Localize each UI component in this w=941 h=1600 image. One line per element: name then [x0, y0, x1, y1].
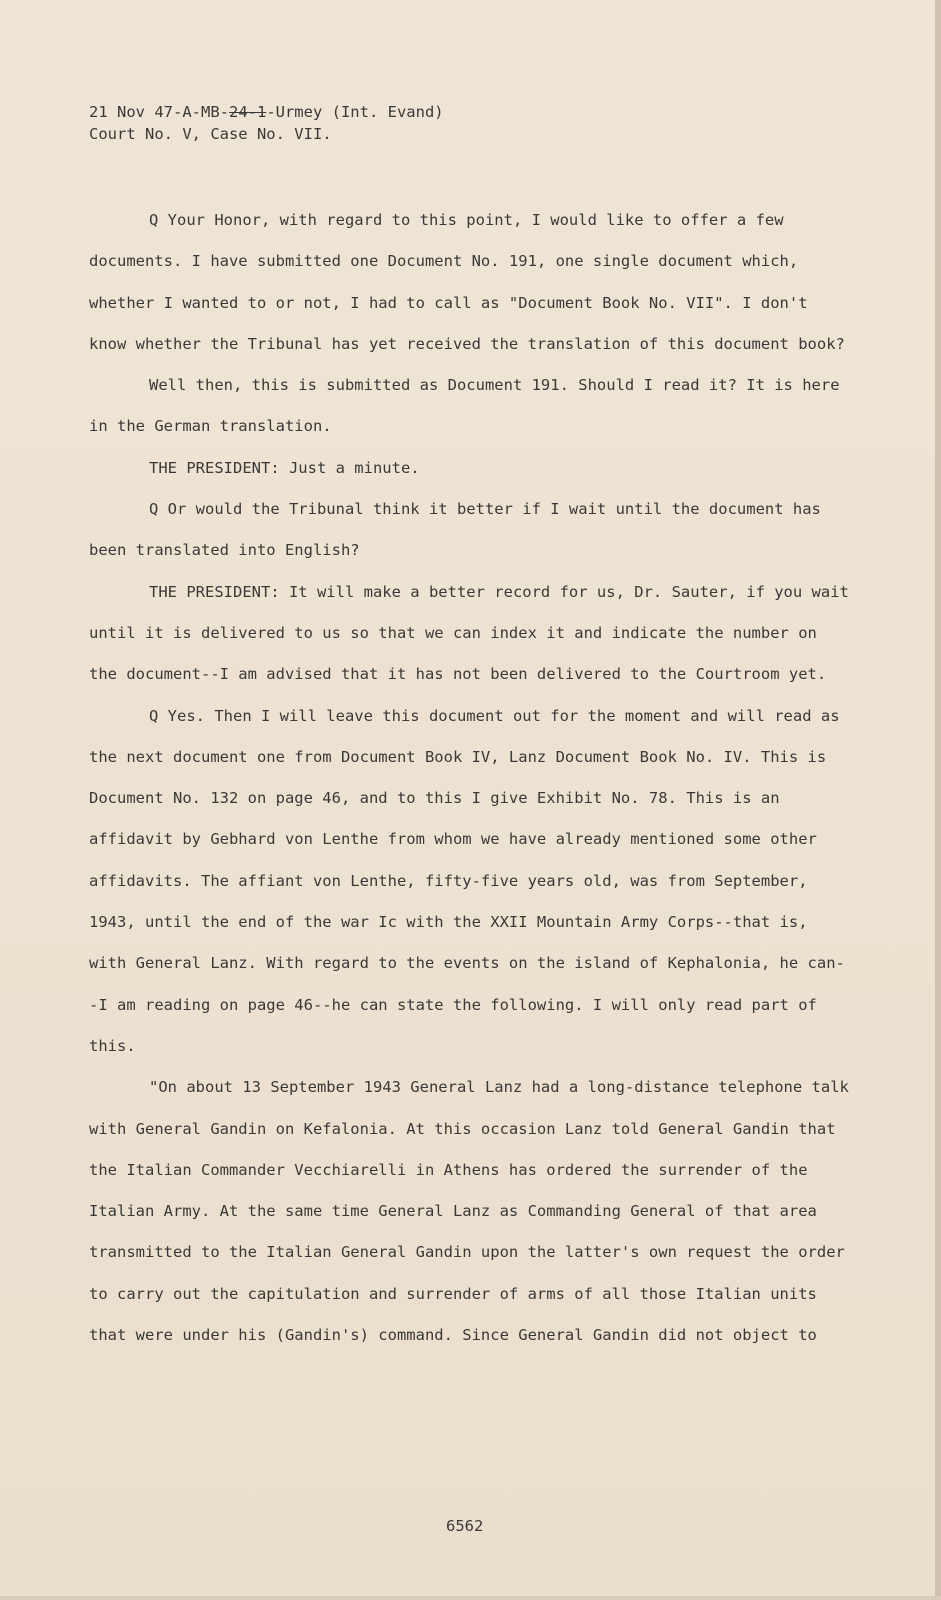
- page-edge-right: [935, 0, 941, 1600]
- paragraph: Q Yes. Then I will leave this document out for the moment and will read as the next document one from Document Book IV, Lanz Document Book No. IV. This is Document No. 132 on page 46, and to this I give Exhibit No. 78. This is an affidavit by Gebhard von Lenthe from whom we have already mentioned some other affidavits. The affiant von Lenthe, fifty-five years old, was from September, 1943, until the end of the war Ic with the XXII Mountain Army Corps--that is, with General Lanz. With regard to the events on the island of Kephalonia, he can--I am reading on page 46--he can state the following. I will only read part of this.: [89, 706, 845, 1055]
- paragraph: Q Your Honor, with regard to this point, I would like to offer a few documents. I have submitted one Document No. 191, one single document which, whether I wanted to or not, I had to call as "Document Book No. VII". I don't know whether the Tribunal has yet received the translation of this document book?: [89, 211, 845, 353]
- paragraph: THE PRESIDENT: It will make a better record for us, Dr. Sauter, if you wait until it is delivered to us so that we can index it and indicate the number on the document--I am advised that it has not been delivered to the Courtroom yet.: [89, 582, 849, 684]
- page-edge-bottom: [0, 1596, 941, 1600]
- paragraph: Well then, this is submitted as Document 191. Should I read it? It is here in the German translation.: [89, 376, 840, 436]
- paragraph: "On about 13 September 1943 General Lanz had a long-distance telephone talk with General Gandin on Kefalonia. At this occasion Lanz told General Gandin that the Italian Commander Vecchiarelli in Athens has ordered the surrender of the Italian Army. At the same time General Lanz as Commanding General of that area transmitted to the Italian General Gandin upon the latter's own request the order to carry out the capitulation and surrender of arms of all those Italian units that were under his (Gandin's) command. Since General Gandin did not object to: [89, 1078, 849, 1345]
- header-line-2: Court No. V, Case No. VII.: [89, 125, 332, 143]
- header-line-1: 21 Nov 47-A-MB-24-1-Urmey (Int. Evand): [89, 103, 444, 121]
- transcript-body: [89, 200, 849, 1356]
- document-header: [89, 101, 444, 145]
- page-number: 6562: [446, 1517, 484, 1535]
- struck-text: 24-1: [228, 103, 267, 121]
- paragraph: THE PRESIDENT: Just a minute.: [149, 458, 420, 477]
- paragraph: Q Or would the Tribunal think it better if I wait until the document has been translated into English?: [89, 500, 821, 560]
